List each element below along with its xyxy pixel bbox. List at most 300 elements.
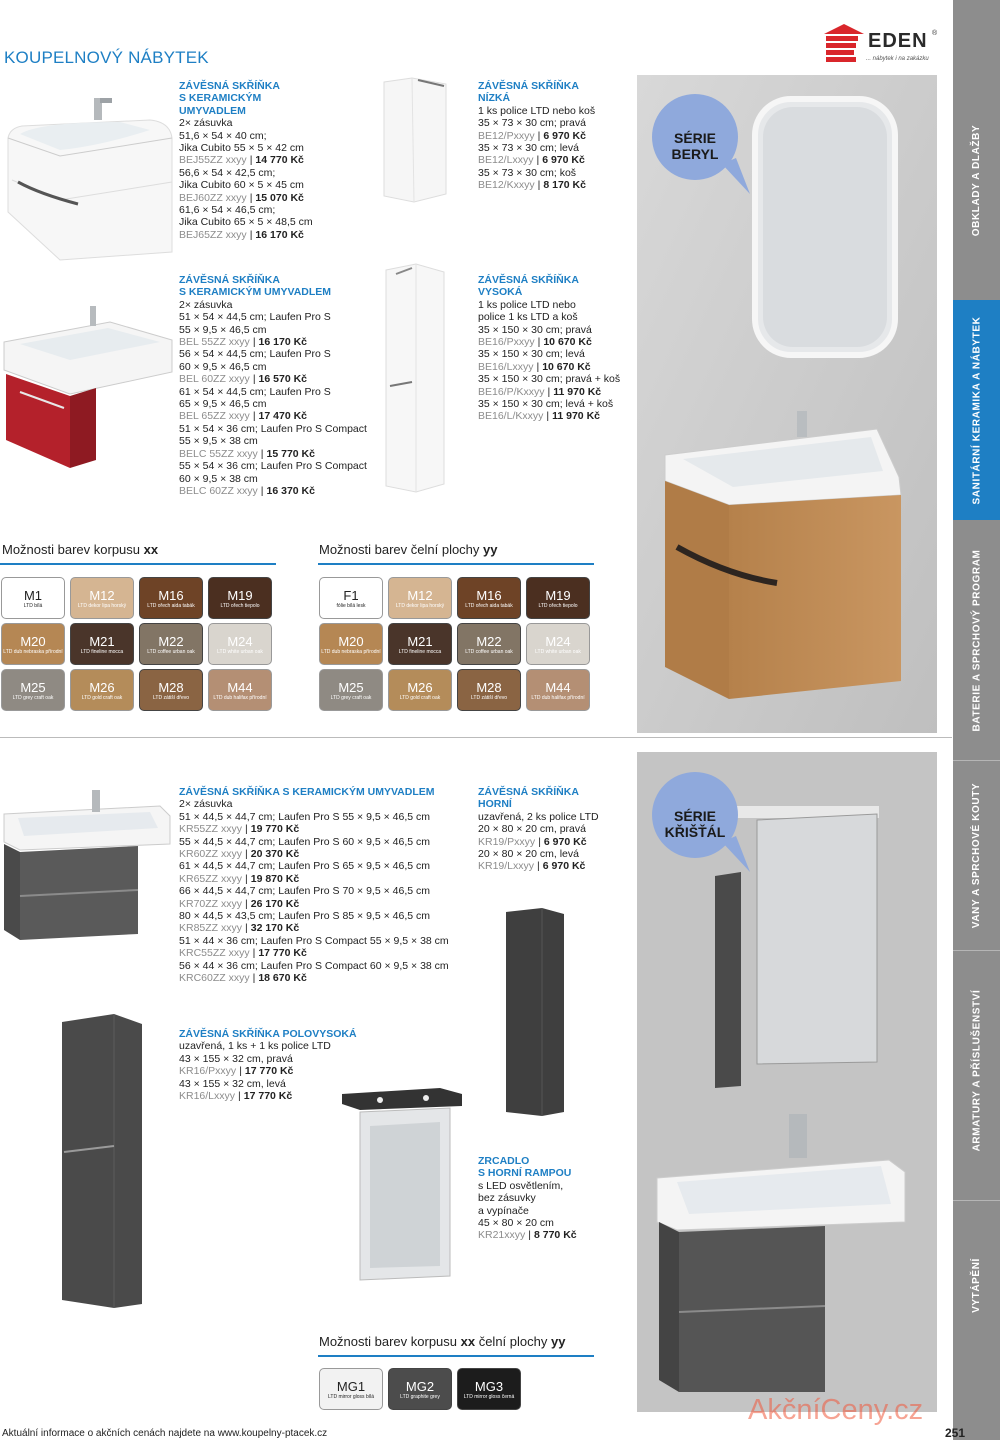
separator: | [249, 228, 253, 241]
spec-line: 35 × 150 × 30 cm; pravá + koš [478, 373, 621, 386]
separator: | [537, 336, 541, 349]
spec-line: 55 × 54 × 36 cm; Laufen Pro S Compact [179, 460, 367, 473]
price: 8 770 Kč [534, 1229, 577, 1242]
price-line [179, 410, 367, 422]
swatch-desc: LTD grey craft oak [12, 695, 54, 701]
beryl-red-vanity-image [0, 300, 175, 470]
spec-line: 35 × 73 × 30 cm; levá [478, 142, 579, 155]
product-code: BEL 65ZZ xxyy [179, 410, 250, 423]
price: 17 470 Kč [258, 410, 308, 423]
section-divider [0, 737, 952, 738]
spec-line: 1 ks police LTD nebo [478, 298, 576, 311]
swatch-code: M19 [545, 588, 571, 603]
series-name: KŘIŠŤÁL [664, 824, 726, 840]
product-kristal-vanity [179, 786, 449, 985]
swatch-desc: LTD ořech tiepolo [220, 603, 260, 609]
price-line [179, 898, 449, 910]
price: 15 770 Kč [266, 447, 315, 460]
separator: | [239, 1065, 242, 1078]
tab-label: BATERIE A SPRCHOVÝ PROGRAM [971, 549, 983, 731]
price-line [179, 192, 313, 204]
logo-reg: ® [932, 30, 938, 37]
product-code: BEJ60ZZ xxyy [179, 191, 247, 204]
spec-line: 56,6 × 54 × 42,5 cm; [179, 166, 276, 179]
price: 6 970 Kč [542, 860, 586, 873]
spec-line: 35 × 73 × 30 cm; pravá [478, 117, 586, 130]
product-beryl-vanity-laufen [179, 274, 367, 497]
swatch-code: M16 [476, 588, 502, 603]
swatch-code: M21 [89, 634, 115, 649]
product-title: ZÁVĚSNÁ SKŘÍŇKA [478, 274, 579, 286]
swatch-desc: LTD coffee urban oak [147, 649, 195, 655]
color-swatch [319, 1368, 383, 1410]
spec-line: 65 × 9,5 × 46,5 cm [179, 398, 267, 411]
tab-label: VYTÁPĚNÍ [971, 1257, 982, 1313]
product-title: S KERAMICKÝM [179, 92, 262, 105]
swatch-code: M20 [20, 634, 46, 649]
product-title: S KERAMICKÝM UMYVADLEM [179, 286, 332, 299]
spec-line: 43 × 155 × 32 cm, levá [179, 1077, 286, 1090]
product-code: BE16/Pxxyy [478, 336, 535, 349]
swatch-code: M26 [89, 680, 115, 695]
tab-label: SANITÁRNÍ KERAMIKA A NÁBYTEK [971, 316, 983, 504]
price-line [179, 229, 313, 241]
price-line [179, 336, 367, 348]
price-line [179, 947, 449, 959]
spec-line: 35 × 150 × 30 cm; levá + koš [478, 398, 614, 411]
product-beryl-low-cabinet [478, 80, 595, 192]
swatch-desc: LTD dub halifax přírodní [213, 695, 267, 701]
product-title: NÍZKÁ [478, 92, 511, 105]
price: 19 770 Kč [250, 823, 300, 836]
separator: | [528, 1229, 531, 1242]
product-title: HORNÍ [478, 798, 512, 811]
spec-line: 61,6 × 54 × 46,5 cm; [179, 204, 276, 217]
product-title: ZÁVĚSNÁ SKŘÍŇKA [478, 80, 579, 92]
price-line [478, 154, 595, 166]
options-korpus-underline [0, 563, 276, 565]
kristal-vanity-image [0, 784, 175, 944]
spec-line: 20 × 80 × 20 cm, levá [478, 848, 579, 861]
swatch-desc: LTD mirror gloss černá [463, 1394, 515, 1400]
spec-line: 51 × 44 × 36 cm; Laufen Pro S Compact 55 × 9,5 × 38 cm [179, 934, 449, 947]
footer-note: Aktuální informace o akčních cenách najdete na www.koupelny-ptacek.cz [2, 1428, 328, 1439]
logo-name: EDEN [868, 30, 928, 52]
price: 16 370 Kč [266, 484, 315, 497]
price-line [179, 448, 367, 460]
color-swatch [70, 623, 134, 665]
product-code: BE12/Lxxyy [478, 154, 534, 167]
product-code: BEL 55ZZ xxyy [179, 336, 250, 349]
price-line [478, 336, 620, 348]
spec-line: 51 × 54 × 44,5 cm; Laufen Pro S [179, 311, 331, 324]
price: 17 770 Kč [243, 1090, 293, 1103]
separator: | [245, 823, 248, 836]
price-line [179, 873, 449, 885]
spec-line: Jika Cubito 65 × 5 × 48,5 cm [179, 216, 313, 229]
price: 8 170 Kč [543, 179, 586, 192]
product-kristal-semi-tall [179, 1028, 357, 1102]
series-label: SÉRIE [673, 808, 716, 824]
color-swatch [526, 623, 590, 665]
swatch-desc: LTD fineline mocca [398, 649, 442, 655]
price: 6 970 Kč [543, 835, 587, 848]
product-title: ZRCADLO [478, 1155, 530, 1167]
price: 11 970 Kč [553, 385, 602, 398]
separator: | [547, 385, 551, 398]
options-korpus-title: Možnosti barev korpusu xx [2, 542, 159, 557]
spec-line: 20 × 80 × 20 cm, pravá [478, 823, 586, 836]
separator: | [252, 972, 256, 985]
spec-line: 35 × 150 × 30 cm; pravá [478, 323, 592, 336]
spec-line: 51,6 × 54 × 40 cm; [179, 129, 267, 142]
swatch-desc: LTD dekor lipa horský [395, 603, 445, 609]
price: 17 770 Kč [258, 947, 307, 960]
color-swatch [1, 577, 65, 619]
separator: | [260, 484, 264, 497]
swatch-code: F1 [343, 588, 359, 603]
price-line [478, 836, 599, 848]
swatch-code: MG2 [405, 1379, 435, 1394]
separator: | [252, 947, 256, 960]
price-line [179, 848, 449, 860]
series-name: BERYL [671, 146, 719, 162]
product-code: KRC55ZZ xxyy [179, 947, 250, 960]
spec-line: 61 × 44,5 × 44,7 cm; Laufen Pro S 65 × 9,5 × 46,5 cm [179, 860, 431, 873]
spec-line: 55 × 9,5 × 46,5 cm [179, 323, 267, 336]
color-swatch [139, 623, 203, 665]
swatch-desc: LTD grey craft oak [330, 695, 372, 701]
product-title: ZÁVĚSNÁ SKŘÍŇKA POLOVYSOKÁ [179, 1028, 357, 1040]
spec-line: 2× zásuvka [179, 298, 233, 311]
product-code: KR16/Pxxyy [179, 1065, 237, 1078]
swatch-desc: LTD ořech aida tabák [147, 603, 195, 609]
swatch-desc: LTD fineline mocca [80, 649, 124, 655]
product-title: UMYVADLEM [179, 104, 246, 117]
swatch-code: M26 [407, 680, 433, 695]
product-title: ZÁVĚSNÁ SKŘÍŇKA [478, 786, 579, 798]
spec-line: 45 × 80 × 20 cm [478, 1217, 554, 1230]
spec-line: police 1 ks LTD a koš [478, 311, 578, 324]
color-swatch [388, 577, 452, 619]
product-code: BE16/L/Kxxyy [478, 410, 544, 423]
tab-sanitarni-keramika[interactable] [953, 300, 1000, 520]
swatch-code: M28 [476, 680, 502, 695]
swatch-code: M22 [476, 634, 502, 649]
series-beryl-badge [650, 92, 754, 196]
swatch-desc: LTD white urban oak [217, 649, 263, 655]
product-code: KR16/Lxxyy [179, 1090, 236, 1103]
separator: | [245, 922, 248, 935]
spec-line: bez zásuvky [478, 1192, 536, 1205]
price: 6 970 Kč [542, 154, 585, 167]
product-code: KR55ZZ xxyy [179, 823, 243, 836]
beryl-low-cabinet-image [382, 76, 448, 204]
spec-line: 56 × 44 × 36 cm; Laufen Pro S Compact 60 × 9,5 × 38 cm [179, 959, 449, 972]
spec-line: 35 × 73 × 30 cm; koš [478, 166, 577, 179]
product-code: BEJ55ZZ xxyy [179, 154, 247, 167]
swatch-code: M44 [545, 680, 571, 695]
color-swatch [70, 577, 134, 619]
price-line [179, 972, 449, 984]
separator: | [537, 179, 541, 192]
separator: | [260, 447, 264, 460]
product-code: BE12/Pxxyy [478, 129, 535, 142]
options-celni-underline [318, 563, 594, 565]
swatch-desc: LTD zátiší dřevo [152, 695, 190, 701]
separator: | [245, 872, 248, 885]
separator: | [537, 860, 540, 873]
price: 6 970 Kč [543, 129, 586, 142]
separator: | [245, 897, 248, 910]
price: 15 070 Kč [255, 191, 304, 204]
swatch-code: M12 [407, 588, 433, 603]
swatch-desc: LTD mirror gloss bílá [327, 1394, 375, 1400]
price: 19 870 Kč [250, 872, 300, 885]
color-swatch [208, 623, 272, 665]
separator: | [252, 410, 256, 423]
spec-line: 51 × 54 × 36 cm; Laufen Pro S Compact [179, 422, 367, 435]
series-label: SÉRIE [673, 130, 716, 146]
price: 26 170 Kč [250, 897, 300, 910]
product-code: KR21xxyy [478, 1229, 526, 1242]
spec-line: 2× zásuvka [179, 117, 233, 130]
eden-logo [824, 22, 944, 68]
price: 11 970 Kč [552, 410, 600, 423]
swatch-code: M19 [227, 588, 253, 603]
separator: | [536, 154, 540, 167]
product-code: BE12/Kxxyy [478, 179, 535, 192]
color-swatch [457, 669, 521, 711]
swatch-desc: LTD dub nebraska přírodní [321, 649, 381, 655]
swatch-desc: LTD gold craft oak [399, 695, 441, 701]
separator: | [538, 835, 541, 848]
spec-line: 2× zásuvka [179, 798, 233, 811]
color-swatch [208, 669, 272, 711]
price: 32 170 Kč [250, 922, 300, 935]
options-celni-title: Možnosti barev čelní plochy yy [319, 542, 498, 557]
price: 14 770 Kč [255, 154, 304, 167]
product-code: KR85ZZ xxyy [179, 922, 243, 935]
swatch-desc: LTD dekor lipa horský [77, 603, 127, 609]
kristal-mirror-image [340, 1086, 465, 1282]
separator: | [546, 410, 550, 423]
color-swatch [388, 669, 452, 711]
separator: | [245, 848, 248, 861]
tab-label: OBKLADY A DLAŽBY [971, 124, 983, 236]
eden-logo-icon [824, 24, 864, 62]
swatch-desc: LTD white urban oak [535, 649, 581, 655]
spec-line: uzavřená, 1 ks + 1 ks police LTD [179, 1040, 331, 1053]
price-line [478, 361, 620, 373]
price-line [478, 130, 595, 142]
tab-vytapeni[interactable] [953, 1220, 1000, 1350]
swatch-code: M20 [338, 634, 364, 649]
product-beryl-tall-cabinet [478, 274, 620, 423]
price-line [179, 823, 449, 835]
page-number: 251 [945, 1426, 966, 1440]
product-code: KR19/Lxxyy [478, 860, 535, 873]
color-swatch [319, 669, 383, 711]
price: 16 170 Kč [255, 228, 304, 241]
color-swatch [388, 623, 452, 665]
swatch-desc: LTD zátiší dřevo [470, 695, 508, 701]
spec-line: 51 × 44,5 × 44,7 cm; Laufen Pro S 55 × 9,5 × 46,5 cm [179, 810, 431, 823]
price: 10 670 Kč [542, 360, 591, 373]
separator: | [238, 1090, 241, 1103]
series-kristal-badge [650, 770, 754, 874]
swatch-code: M1 [23, 588, 43, 603]
product-title: VYSOKÁ [478, 286, 523, 299]
price-line [179, 154, 313, 166]
product-code: KR65ZZ xxyy [179, 872, 243, 885]
tab-obklady[interactable] [953, 60, 1000, 300]
spec-line: 56 × 54 × 44,5 cm; Laufen Pro S [179, 348, 331, 361]
swatch-code: M21 [407, 634, 433, 649]
color-swatch [139, 669, 203, 711]
product-kristal-upper-cabinet [478, 786, 599, 873]
options-kristal-title: Možnosti barev korpusu xx čelní plochy yy [319, 1334, 566, 1349]
swatch-desc: LTD ořech tiepolo [538, 603, 578, 609]
color-swatch [139, 577, 203, 619]
spec-line: 35 × 150 × 30 cm; levá [478, 348, 585, 361]
swatch-code: MG3 [474, 1379, 504, 1394]
swatch-desc: LTD bílá [23, 603, 43, 609]
product-code: KR19/Pxxyy [478, 835, 536, 848]
product-code: BELC 60ZZ xxyy [179, 484, 258, 497]
tab-label: VANY A SPRCHOVÉ KOUTY [971, 782, 982, 928]
spec-line: 55 × 44,5 × 44,7 cm; Laufen Pro S 60 × 9,5 × 46,5 cm [179, 835, 431, 848]
product-title: S HORNÍ RAMPOU [478, 1167, 572, 1180]
color-swatch [1, 669, 65, 711]
swatch-code: M25 [338, 680, 364, 695]
price: 20 370 Kč [250, 848, 300, 861]
color-swatch [70, 669, 134, 711]
spec-line: Jika Cubito 55 × 5 × 42 cm [179, 142, 304, 155]
swatch-code: M28 [158, 680, 184, 695]
price-line [179, 922, 449, 934]
product-kristal-mirror [478, 1155, 577, 1242]
tab-vany[interactable] [953, 760, 1000, 950]
page-title: KOUPELNOVÝ NÁBYTEK [4, 48, 209, 67]
color-swatch [457, 623, 521, 665]
spec-line: uzavřená, 2 ks police LTD [478, 810, 599, 823]
price-line [179, 485, 367, 497]
spec-line: s LED osvětlením, [478, 1179, 564, 1192]
color-swatch [208, 577, 272, 619]
price: 10 670 Kč [543, 336, 592, 349]
product-code: BELC 55ZZ xxyy [179, 447, 258, 460]
beryl-white-vanity-image [0, 92, 175, 267]
swatch-code: M24 [227, 634, 253, 649]
tab-armatury[interactable] [953, 960, 1000, 1180]
spec-line: 1 ks police LTD nebo koš [478, 104, 596, 117]
watermark: AkčníCeny.cz [748, 1394, 924, 1426]
product-code: KR70ZZ xxyy [179, 897, 243, 910]
color-swatch [457, 577, 521, 619]
color-swatch [1, 623, 65, 665]
price-line [478, 410, 620, 422]
price-line [478, 386, 620, 398]
color-swatch [319, 577, 383, 619]
color-swatch [526, 669, 590, 711]
color-swatch [457, 1368, 521, 1410]
swatch-code: M44 [227, 680, 253, 695]
separator: | [537, 129, 541, 142]
swatch-code: M24 [545, 634, 571, 649]
separator: | [536, 360, 540, 373]
product-code: BE16/P/Kxxyy [478, 385, 545, 398]
color-swatch [319, 623, 383, 665]
swatch-desc: LTD dub nebraska přírodní [3, 649, 63, 655]
product-code: BEJ65ZZ xxyy [179, 228, 247, 241]
swatch-desc: LTD coffee urban oak [465, 649, 513, 655]
price-line [478, 860, 599, 872]
product-beryl-vanity-jika [179, 80, 313, 241]
tab-label: ARMATURY A PŘÍSLUŠENSTVÍ [971, 989, 983, 1151]
kristal-upper-cabinet-image [502, 906, 568, 1118]
spec-line: 43 × 155 × 32 cm, pravá [179, 1052, 293, 1065]
swatch-desc: LTD graphite grey [400, 1394, 440, 1400]
price-line [179, 1065, 357, 1077]
product-code: KRC60ZZ xxyy [179, 972, 250, 985]
product-code: KR60ZZ xxyy [179, 848, 243, 861]
spec-line: a vypínače [478, 1204, 529, 1217]
options-kristal-underline [318, 1355, 594, 1357]
price: 16 570 Kč [258, 373, 308, 386]
separator: | [252, 336, 256, 349]
price: 16 170 Kč [258, 336, 308, 349]
swatch-desc: fólie bílá lesk [336, 603, 366, 609]
color-swatch [388, 1368, 452, 1410]
beryl-tall-cabinet-image [382, 262, 448, 494]
price-line [179, 373, 367, 385]
spec-line: 55 × 9,5 × 38 cm [179, 435, 258, 448]
swatch-desc: LTD ořech aida tabák [465, 603, 513, 609]
spec-line: 60 × 9,5 × 46,5 cm [179, 360, 267, 373]
product-title: ZÁVĚSNÁ SKŘÍŇKA S KERAMICKÝM UMYVADLEM [179, 786, 435, 798]
price: 18 670 Kč [258, 972, 307, 985]
price-line [179, 1090, 357, 1102]
swatch-desc: LTD dub halifax přírodní [531, 695, 585, 701]
logo-tagline: ... nábytek i na zakázku [866, 56, 929, 62]
kristal-semi-tall-cabinet-image [58, 1012, 148, 1310]
swatch-code: M22 [158, 634, 184, 649]
separator: | [252, 373, 256, 386]
product-code: BE16/Lxxyy [478, 360, 534, 373]
tab-baterie[interactable] [953, 520, 1000, 760]
spec-line: 80 × 44,5 × 43,5 cm; Laufen Pro S 85 × 9,5 × 46,5 cm [179, 910, 431, 923]
product-code: BEL 60ZZ xxyy [179, 373, 250, 386]
swatch-code: MG1 [336, 1379, 366, 1394]
swatch-code: M25 [20, 680, 46, 695]
swatch-code: M12 [89, 588, 115, 603]
price: 17 770 Kč [244, 1065, 294, 1078]
price-line [478, 1229, 577, 1241]
swatch-desc: LTD gold craft oak [81, 695, 123, 701]
spec-line: 60 × 9,5 × 38 cm [179, 472, 258, 485]
product-title: ZÁVĚSNÁ SKŘÍŇKA [179, 274, 280, 286]
spec-line: 66 × 44,5 × 44,7 cm; Laufen Pro S 70 × 9,5 × 46,5 cm [179, 885, 431, 898]
category-sidebar [953, 0, 1000, 1440]
product-title: ZÁVĚSNÁ SKŘÍŇKA [179, 80, 280, 92]
price-line [478, 179, 595, 191]
color-swatch [526, 577, 590, 619]
spec-line: 61 × 54 × 44,5 cm; Laufen Pro S [179, 385, 331, 398]
spec-line: Jika Cubito 60 × 5 × 45 cm [179, 179, 304, 192]
separator: | [249, 154, 253, 167]
swatch-code: M16 [158, 588, 184, 603]
